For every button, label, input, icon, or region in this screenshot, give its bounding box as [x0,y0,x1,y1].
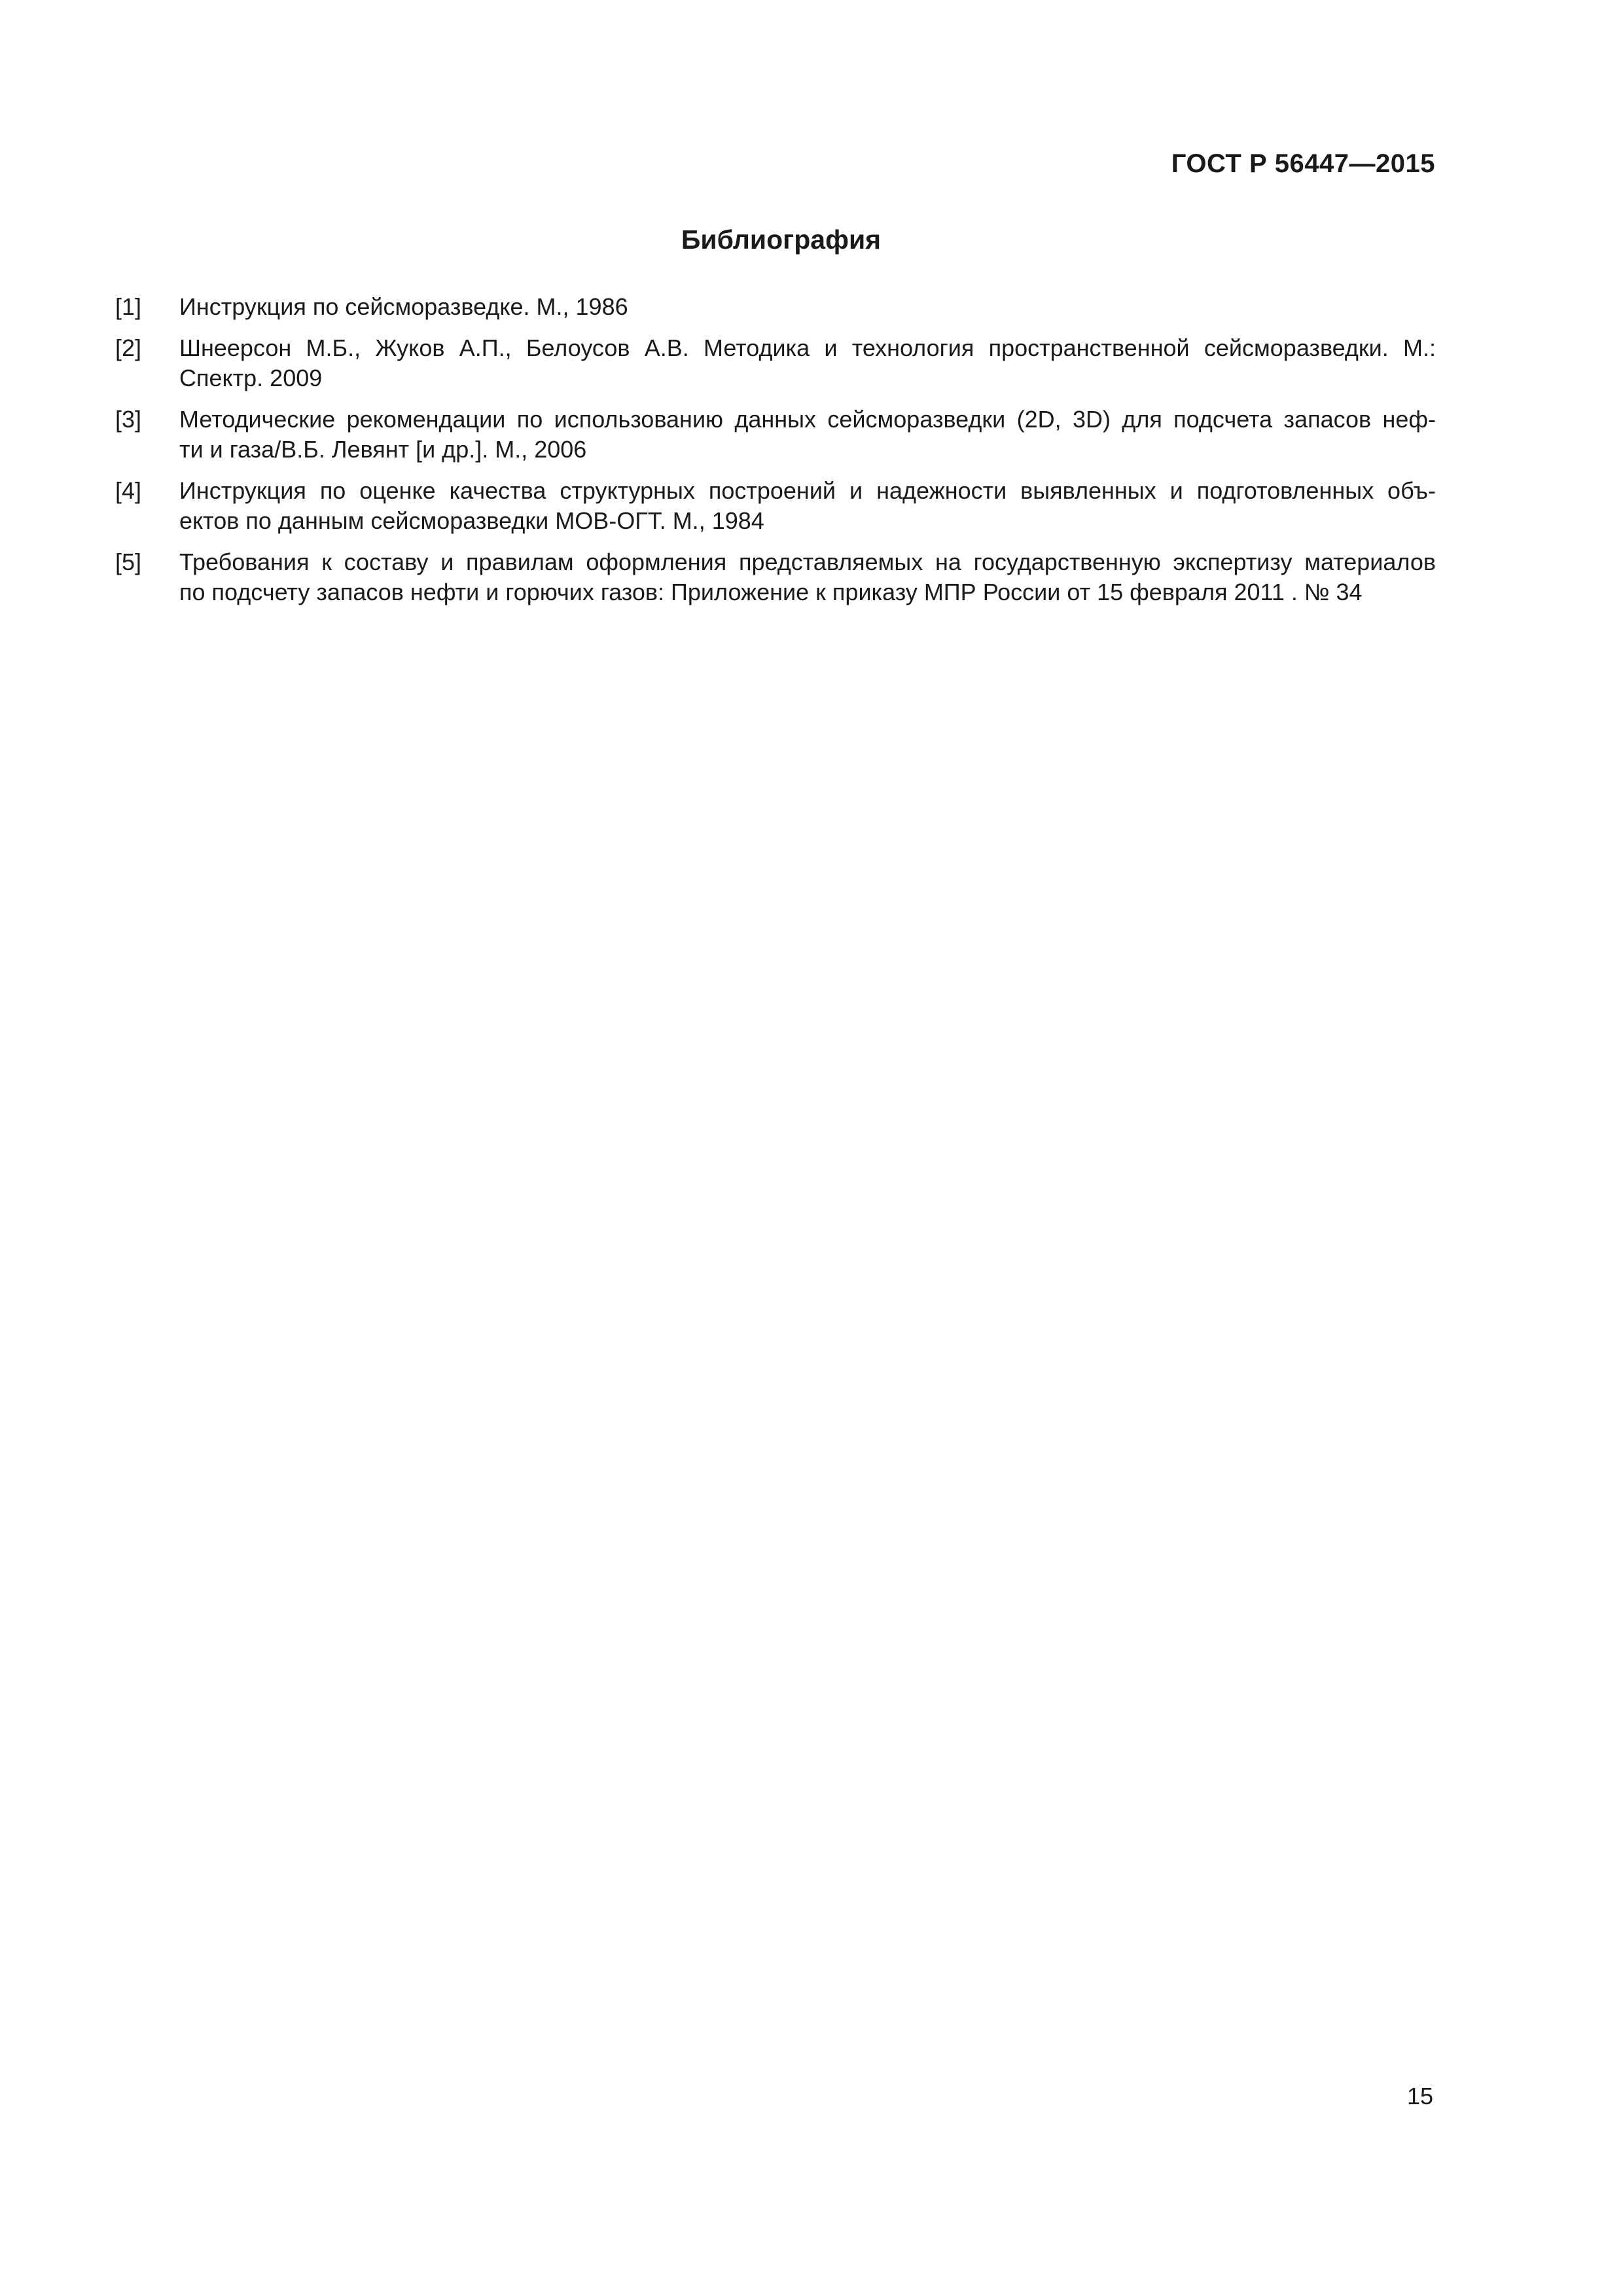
bibliography-item-4 [115,476,1436,536]
bibliography-item-line: Методические рекомендации по использованию данных сейсморазведки (2D, 3D) для подсчета запасов неф- [179,406,1436,433]
bibliography-item-text [179,547,1436,607]
bibliography-item-line: ти и газа/В.Б. Левянт [и др.]. М., 2006 [179,436,587,463]
bibliography-item-text [179,333,1436,393]
bibliography-item-text [179,476,1436,536]
bibliography-title: Библиография [681,224,882,255]
bibliography-item-number: [2] [115,334,142,361]
bibliography-item-line: Инструкция по сейсморазведке. М., 1986 [179,293,628,320]
bibliography-item-text [179,404,1436,465]
bibliography-item-1 [115,292,1436,322]
bibliography-item-line: ектов по данным сейсморазведки МОВ-ОГТ. М., 1984 [179,507,764,534]
bibliography-item-number: [5] [115,548,142,575]
bibliography-item-text [179,292,1436,322]
standard-designation: ГОСТ Р 56447—2015 [1171,149,1435,178]
bibliography-item-3 [115,404,1436,465]
page-number: 15 [1406,2083,1433,2109]
bibliography-item-line: Спектр. 2009 [179,365,323,391]
bibliography-item-line: Шнеерсон М.Б., Жуков А.П., Белоусов А.В. Методика и технология пространственной сейсморазведки. М.: [179,334,1436,361]
bibliography-item-line: Инструкция по оценке качества структурных построений и надежности выявленных и подготовленных объ- [179,477,1436,504]
bibliography-item-line: по подсчету запасов нефти и горючих газов: Приложение к приказу МПР России от 15 февраля 2011 . № 34 [179,579,1363,605]
bibliography-item-number: [1] [115,293,142,320]
bibliography-item-2 [115,333,1436,393]
bibliography-item-line: Требования к составу и правилам оформления представляемых на государственную экспертизу материалов [179,548,1436,575]
bibliography-item-number: [3] [115,406,142,433]
bibliography-list [115,292,1436,619]
bibliography-item-number: [4] [115,477,142,504]
bibliography-item-5 [115,547,1436,607]
